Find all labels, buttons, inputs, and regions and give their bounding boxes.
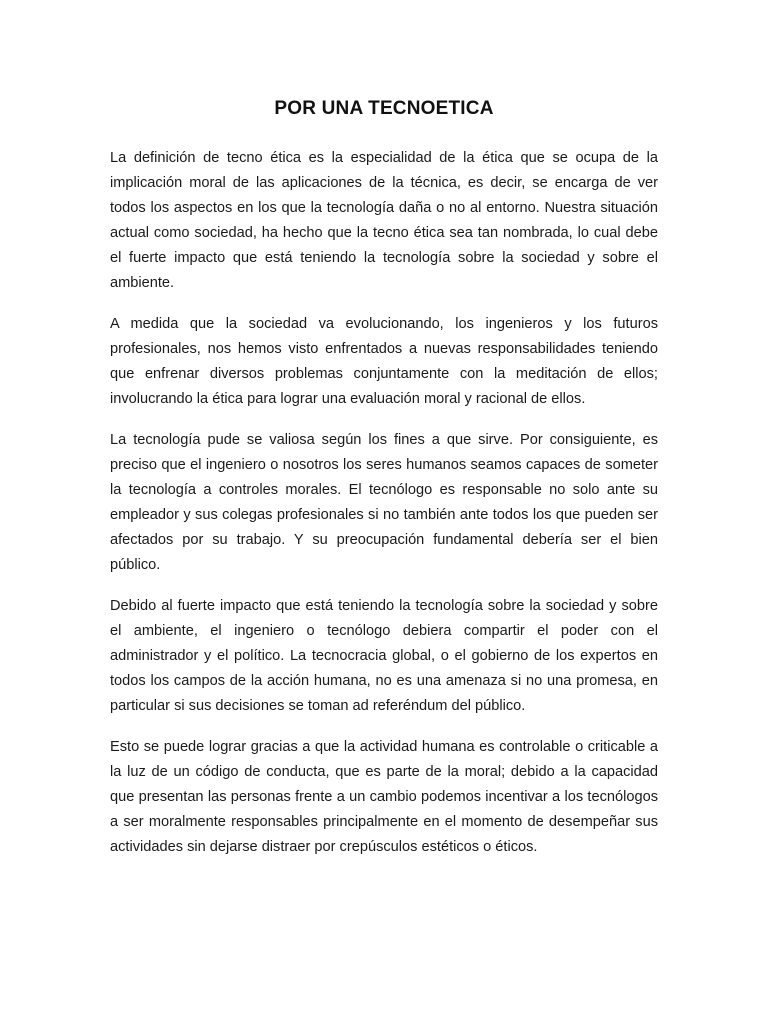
paragraph-2: A medida que la sociedad va evolucionando, los ingenieros y los futuros profesionales, nos hemos visto enfrentados a nuevas responsabilidades teniendo que enfrenar diversos problemas conjuntamente con la meditación de ellos; involucrando la ética para lograr una evaluación moral y racional de ellos. <box>110 316 658 407</box>
paragraph-4: Debido al fuerte impacto que está teniendo la tecnología sobre la sociedad y sobre el ambiente, el ingeniero o tecnólogo debiera compartir el poder con el administrador y el político. La tecnocracia global, o el gobierno de los expertos en todos los campos de la acción humana, no es una amenaza si no una promesa, en particular si sus decisiones se toman ad referéndum del público. <box>110 598 658 714</box>
paragraph-5: Esto se puede lograr gracias a que la actividad humana es controlable o criticable a la luz de un código de conducta, que es parte de la moral; debido a la capacidad que presentan las personas frente a un cambio podemos incentivar a los tecnólogos a ser moralmente responsables principalmente en el momento de desempeñar sus actividades sin dejarse distraer por crepúsculos estéticos o éticos. <box>110 739 658 855</box>
document-body <box>110 146 658 876</box>
paragraph-1: La definición de tecno ética es la especialidad de la ética que se ocupa de la implicación moral de las aplicaciones de la técnica, es decir, se encarga de ver todos los aspectos en los que la tecnología daña o no al entorno. Nuestra situación actual como sociedad, ha hecho que la tecno ética sea tan nombrada, lo cual debe el fuerte impacto que está teniendo la tecnología sobre la sociedad y sobre el ambiente. <box>110 150 658 291</box>
document-title: POR UNA TECNOETICA <box>274 98 494 119</box>
paragraph-3: La tecnología pude se valiosa según los fines a que sirve. Por consiguiente, es preciso que el ingeniero o nosotros los seres humanos seamos capaces de someter la tecnología a controles morales. El tecnólogo es responsable no solo ante su empleador y sus colegas profesionales si no también ante todos los que pueden ser afectados por su trabajo. Y su preocupación fundamental debería ser el bien público. <box>110 432 658 573</box>
